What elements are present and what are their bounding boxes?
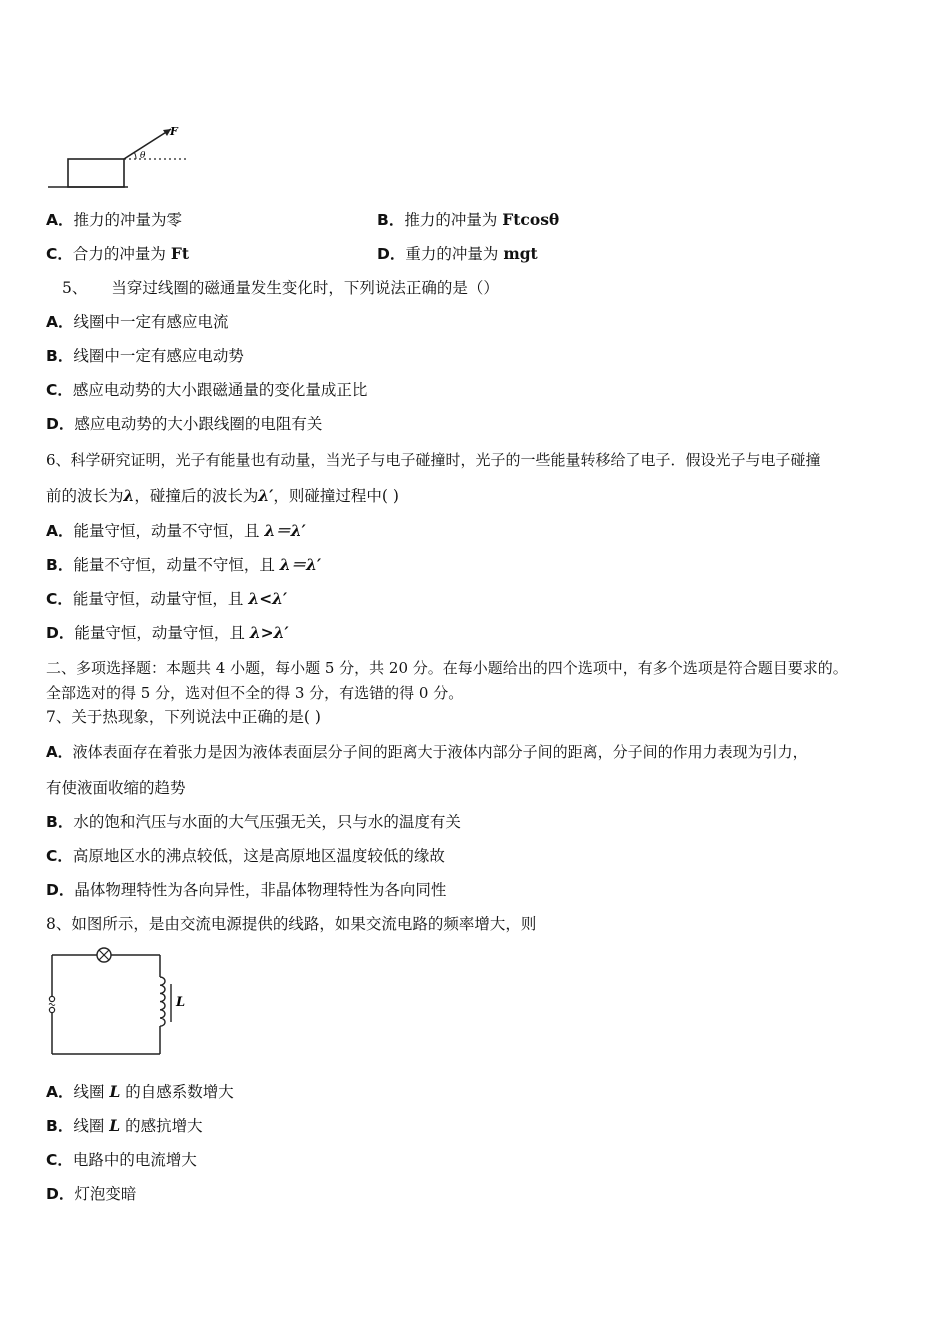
q8-stem [46,914,536,934]
option-formula: λ<λ′ [248,589,288,608]
q8-option-a [46,1082,234,1102]
option-text: 的感抗增大 [120,1117,203,1135]
option-label: D． [46,1185,75,1203]
q5-option-b [46,346,244,366]
q4-option-c [46,244,189,264]
option-label: D． [46,881,75,899]
q6-option-b [46,555,321,575]
option-text: 能量不守恒，动量不守恒，且 [73,556,280,574]
section-text: 二、多项选择题：本题共 4 小题，每小题 5 分，共 20 分。在每小题给出的四个选项中，有多个选项是符合题目要求的。 [46,659,848,677]
option-text: 感应电动势的大小跟线圈的电阻有关 [74,415,323,433]
q7-option-c [46,846,445,866]
option-text: 线圈 [73,1117,110,1135]
option-text: 能量守恒，动量守恒，且 [72,590,249,608]
option-text: 感应电动势的大小跟磁通量的变化量成正比 [72,381,368,399]
option-label: C． [46,847,73,865]
option-text: 高原地区水的沸点较低，这是高原地区温度较低的缘故 [72,847,445,865]
question-text: 8、如图所示，是由交流电源提供的线路，如果交流电路的频率增大，则 [46,915,537,933]
section2-instructions-line1 [46,658,848,678]
q5-option-c [46,380,367,400]
question-number: 5、 [62,279,88,297]
q7-option-b [46,812,461,832]
option-text: 推力的冲量为零 [73,211,183,229]
option-text: 灯泡变暗 [74,1185,137,1203]
ac-source-terminals-icon [49,996,55,1012]
q4-option-d [377,244,538,264]
question-text: 7、关于热现象，下列说法中正确的是( ) [46,708,321,726]
block [68,159,124,187]
option-label: A． [46,1083,74,1101]
option-label: A． [46,313,74,331]
q5-stem [62,278,499,298]
option-label: B． [46,347,74,365]
option-label: C． [46,245,73,263]
q7-option-a-line1 [46,742,808,762]
option-label: B． [46,556,74,574]
force-arrow [124,129,171,159]
inductor-symbol: L [109,1082,121,1101]
option-formula: λ＝λ′ [264,521,306,540]
inductor-coil-icon [160,977,165,1026]
q8-option-b [46,1116,203,1136]
q6-option-d [46,623,289,643]
option-label: A． [46,743,73,761]
option-label: B． [46,1117,74,1135]
option-text: 能量守恒，动量守恒，且 [74,624,250,642]
option-formula: Ft [170,244,189,263]
question-text: 前的波长为 [46,487,124,505]
option-formula: Ftcosθ [502,210,560,229]
question-text: ，碰撞后的波长为 [134,487,259,505]
lambda-prime-symbol: λ′ [258,486,274,505]
option-label: C． [46,590,73,608]
option-text: 的自感系数增大 [120,1083,234,1101]
option-text: 线圈中一定有感应电流 [73,313,229,331]
option-label: B． [377,211,405,229]
section2-instructions-line2 [46,683,463,703]
option-label: C． [46,381,73,399]
option-text: 晶体物理特性为各向异性，非晶体物理特性为各向同性 [74,881,447,899]
option-text: 线圈 [73,1083,110,1101]
option-text: 水的饱和汽压与水面的大气压强无关，只与水的温度有关 [73,813,461,831]
option-formula: λ>λ′ [249,623,289,642]
q8-option-c [46,1150,197,1170]
option-text: 线圈中一定有感应电动势 [73,347,244,365]
q6-option-a [46,521,306,541]
option-text: 有使液面收缩的趋势 [46,779,186,797]
q6-stem-line2 [46,486,399,506]
angle-arc [134,152,136,159]
q7-option-a-line2 [46,778,186,798]
ac-circuit-diagram [44,944,194,1060]
option-formula: mgt [503,244,538,263]
option-text: 电路中的电流增大 [72,1151,197,1169]
lamp-icon [97,948,111,962]
option-label: C． [46,1151,73,1169]
inductor-label: L [176,995,186,1010]
option-label: A． [46,211,74,229]
q8-option-d [46,1184,136,1204]
q6-option-c [46,589,287,609]
option-formula: λ＝λ′ [279,555,322,574]
section-text: 全部选对的得 5 分，选对但不全的得 3 分，有选错的得 0 分。 [46,684,464,702]
option-text: 能量守恒，动量不守恒，且 [73,522,265,540]
q7-option-d [46,880,446,900]
inductor-symbol: L [109,1116,121,1135]
q5-option-a [46,312,229,332]
q4-option-b [377,210,559,230]
lambda-symbol: λ [123,486,135,505]
question-text: 当穿过线圈的磁通量发生变化时，下列说法正确的是（） [111,279,499,297]
option-label: B． [46,813,74,831]
option-label: D． [377,245,406,263]
option-text: 重力的冲量为 [405,245,504,263]
option-text: 推力的冲量为 [404,211,503,229]
question-text: ，则碰撞过程中( ) [273,487,399,505]
q6-stem-line1 [46,450,821,470]
q7-stem [46,707,321,727]
angle-label: θ [140,151,146,161]
option-label: D． [46,415,75,433]
block-force-diagram [40,118,200,193]
option-label: D． [46,624,75,642]
option-label: A． [46,522,74,540]
q4-option-a [46,210,182,230]
option-text: 合力的冲量为 [72,245,171,263]
q5-option-d [46,414,322,434]
question-text: 6、科学研究证明，光子有能量也有动量，当光子与电子碰撞时，光子的一些能量转移给了电子．假设光子与电子碰撞 [46,451,821,469]
force-label: F [170,125,178,138]
option-text: 液体表面存在着张力是因为液体表面层分子间的距离大于液体内部分子间的距离，分子间的作用力表现为引力， [72,743,808,761]
